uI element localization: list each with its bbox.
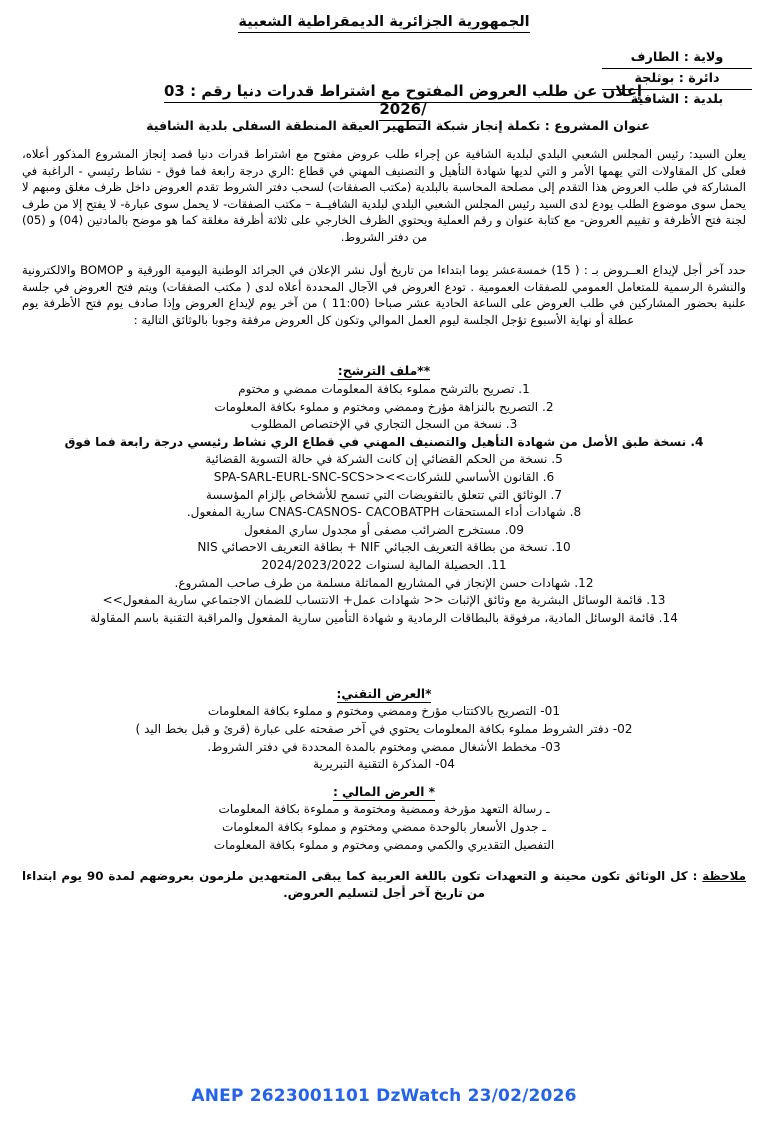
candidacy-item bbox=[22, 575, 746, 593]
deadline-paragraph: حدد آخر أجل لإيداع العــروض بـ : ( 15) خمسةعشر يوما ابتداءا من تاريخ أول نشر الإعلان في الجرائد الوطنية اليومية الورقية و BOMOP والالكترونية والنشرة الرسمية للمتعامل العمومي للصفقات العمومية . تودع العروض في الآجال المحددة أعلاه لدى ( مكتب الصفقات) ويتم فتح العروض في جلسة علنية بحضور المشاركين في طلب العروض على الساعة الحادية عشر صباحا (11:00 ) من آخر يوم لإيداع العروض وإذا صادف يوم فتح الأظرفة يوم عطلة أو نهاية الأسبوع تؤجل الجلسة ليوم العمل الموالي وتكون كل العروض مرفقة وجوبا بالوثائق التالية : bbox=[22, 263, 746, 327]
candidacy-item bbox=[22, 539, 746, 557]
candidacy-item-number: 8. bbox=[569, 505, 582, 520]
announcement-title-text: إعلان عن طلب العروض المفتوح مع اشتراط قدرات دنيا رقم : 03 /2026 bbox=[164, 82, 642, 121]
technical-item bbox=[22, 703, 746, 721]
republic-header bbox=[0, 14, 768, 30]
candidacy-item bbox=[22, 557, 746, 575]
note-text: : كل الوثائق تكون محينة و التعهدات تكون باللغة العربية كما يبقى المتعهدين ملزمون بعروضهم لمدة 90 يوم ابتداءا من تاريخ آخر أجل لتسليم العروض. bbox=[22, 869, 703, 900]
candidacy-list bbox=[22, 381, 746, 627]
anep-footer: ANEP 2623001101 DzWatch 23/02/2026 bbox=[191, 1086, 577, 1106]
candidacy-item bbox=[22, 381, 746, 399]
candidacy-item-number: 2. bbox=[542, 399, 554, 414]
candidacy-item-number: 14. bbox=[658, 610, 678, 625]
candidacy-item-text: قائمة الوسائل المادية، مرفوقة بالبطاقات الرمادية و شهادة التأمين سارية المفعول والمراقبة التقنية باسم المقاولة bbox=[90, 610, 659, 625]
technical-item bbox=[22, 756, 746, 774]
candidacy-item-number: 11. bbox=[487, 557, 507, 572]
technical-item-number: 02- bbox=[612, 721, 633, 736]
candidacy-item-text: شهادات حسن الإنجاز في المشاريع المماثلة مسلمة من طرف صاحب المشروع. bbox=[174, 575, 575, 590]
candidacy-item bbox=[22, 399, 746, 417]
financial-offer-list bbox=[22, 801, 746, 854]
technical-item-text: دفتر الشروط مملوء بكافة المعلومات يحتوي في آخر صفحته على عبارة (قرئ و قبل بخط اليد ) bbox=[135, 721, 613, 736]
technical-offer-list bbox=[22, 703, 746, 774]
candidacy-item-number: 10. bbox=[551, 540, 571, 555]
note-paragraph bbox=[22, 868, 746, 902]
candidacy-item bbox=[22, 610, 746, 628]
candidacy-item-number: 09. bbox=[504, 522, 524, 537]
technical-item-number: 01- bbox=[540, 704, 561, 718]
financial-item-text: التفصيل التقديري والكمي وممضي ومختوم و مملوء بكافة المعلومات bbox=[213, 837, 555, 852]
candidacy-item-number: 5. bbox=[551, 452, 563, 467]
project-title: عنوان المشروع : تكملة إنجاز شبكة التطهير العيقة المنطقة السفلى بلدية الشافية bbox=[146, 118, 650, 133]
candidacy-item-text: تصريح بالترشح مملوء بكافة المعلومات ممضي و مختوم bbox=[238, 382, 519, 396]
baladiya-line: بلدية : الشافية bbox=[630, 92, 724, 107]
financial-item-text: جدول الأسعار بالوحدة ممضي ومختوم و مملوء بكافة المعلومات bbox=[222, 819, 543, 834]
candidacy-item bbox=[22, 592, 746, 610]
candidacy-item-text: نسخة من السجل التجاري في الإختصاص المطلوب bbox=[250, 417, 506, 432]
financial-offer-heading bbox=[0, 785, 768, 799]
candidacy-item bbox=[22, 469, 746, 487]
note-label: ملاحظة bbox=[702, 869, 746, 883]
candidacy-item bbox=[22, 504, 746, 522]
candidacy-item-text: التصريح بالنزاهة مؤرخ وممضي ومختوم و مملوء بكافة المعلومات bbox=[214, 399, 542, 414]
candidacy-item-text: نسخة من بطاقة التعريف الجبائي NIF + بطاقة التعريف الاحصائي NIS bbox=[197, 540, 552, 555]
financial-item-text: رسالة التعهد مؤرخة وممضية ومختومة و مملوءة بكافة المعلومات bbox=[218, 802, 547, 816]
republic-header-text: الجمهورية الجزائرية الديمقراطية الشعبية bbox=[238, 14, 529, 33]
financial-item-number: ـ bbox=[546, 802, 550, 816]
financial-item bbox=[22, 837, 746, 855]
candidacy-item bbox=[22, 522, 746, 540]
candidacy-item-number: 4. bbox=[690, 434, 704, 449]
candidacy-item bbox=[22, 451, 746, 469]
candidacy-item-number: 6. bbox=[542, 469, 555, 484]
candidacy-item-text: نسخة طبق الأصل من شهادة التأهيل والتصنيف المهني في قطاع الري نشاط رئيسي درجة رابعة فما فوق bbox=[64, 434, 691, 449]
candidacy-item-text: شهادات أداء المستحقات CNAS-CASNOS- CACOBATPH سارية المفعول. bbox=[186, 505, 570, 520]
technical-heading-text: *العرض التقني: bbox=[336, 687, 432, 701]
intro-paragraph: يعلن السيد: رئيس المجلس الشعبي البلدي لبلدية الشافية عن إجراء طلب عروض مفتوح مع اشتراط قدرات دنيا قصد إنجاز المشروع المذكور أعلاه، فعلى كل المقاولات التي يهمها الأمر و التي لديها شهادة التأهيل و التصنيف المهني في قطاع :الري درجة رابعة فما فوق - نشاط رئيسي - الراغبة في المشاركة في طلب العروض هذا التقدم إلى مصلحة المحاسبة بالبلدية (مكتب الصفقات) لسحب دفتر الشروط تقدم العروض داخل ظرف مغلق ومبهم لا يحمل سوى موضوع الطلب يودع لدى السيد رئيس المجلس الشعبي البلدي لبلدية الشافيــة – مكتب الصفقات- لا يحمل سوى عبارة- لا يفتح إلا من طرف لجنة فتح الأظرفة و تقييم العروض- مع كتابة عنوان و رقم العملية ويحتوي الظرف الخارجي على ثلاثة أظرفة مغلقة كما هو موضح بالمادتين (04) و (05) من دفتر الشروط. bbox=[22, 147, 746, 244]
technical-item bbox=[22, 739, 746, 757]
candidacy-item-text: مستخرج الضرائب مصفى أو مجدول ساري المفعول bbox=[244, 522, 505, 537]
financial-item-number: ـ bbox=[542, 819, 546, 834]
financial-item bbox=[22, 819, 746, 837]
candidacy-item-text: القانون الأساسي للشركات>><<SPA-SARL-EURL-SNC-SCS bbox=[213, 469, 543, 484]
technical-item-text: المذكرة التقنية التبريرية bbox=[313, 757, 436, 772]
technical-item-number: 03- bbox=[540, 739, 561, 754]
announcement-title bbox=[158, 82, 648, 118]
financial-item bbox=[22, 801, 746, 819]
candidacy-section-heading bbox=[0, 363, 768, 378]
candidacy-item-number: 1. bbox=[518, 382, 530, 396]
technical-item-text: مخطط الأشغال ممضي ومختوم بالمدة المحددة في دفتر الشروط. bbox=[207, 739, 541, 754]
financial-heading-text: * العرض المالي : bbox=[333, 785, 435, 799]
candidacy-item-number: 12. bbox=[574, 575, 594, 590]
candidacy-item-text: قائمة الوسائل البشرية مع وثائق الإثبات << شهادات عمل+ الانتساب للضمان الاجتماعي سارية المفعول>> bbox=[102, 593, 647, 608]
technical-item-text: التصريح بالاكتتاب مؤرخ وممضي ومختوم و مملوء بكافة المعلومات bbox=[207, 704, 541, 718]
candidacy-item bbox=[22, 487, 746, 505]
candidacy-heading-text: **ملف الترشح: bbox=[337, 363, 431, 378]
technical-item bbox=[22, 721, 746, 739]
candidacy-item-text: الحصيلة المالية لسنوات 2024/2023/2022 bbox=[261, 557, 488, 572]
candidacy-item bbox=[22, 416, 746, 434]
wilaya-line: ولاية : الطارف bbox=[602, 48, 752, 69]
candidacy-item-text: نسخة من الحكم القضائي إن كانت الشركة في حالة التسوية القضائية bbox=[205, 452, 552, 467]
technical-item-number: 04- bbox=[435, 757, 455, 772]
candidacy-item-number: 7. bbox=[550, 487, 563, 502]
candidacy-item-number: 13. bbox=[646, 593, 666, 608]
candidacy-item bbox=[22, 434, 746, 452]
daira-line: دائرة : بوثلجة bbox=[602, 69, 752, 90]
technical-offer-heading bbox=[0, 687, 768, 701]
candidacy-item-text: الوثائق التي تتعلق بالتفويضات التي تسمح للأشخاص بإلزام المؤسسة bbox=[205, 487, 551, 502]
candidacy-item-number: 3. bbox=[505, 417, 518, 432]
